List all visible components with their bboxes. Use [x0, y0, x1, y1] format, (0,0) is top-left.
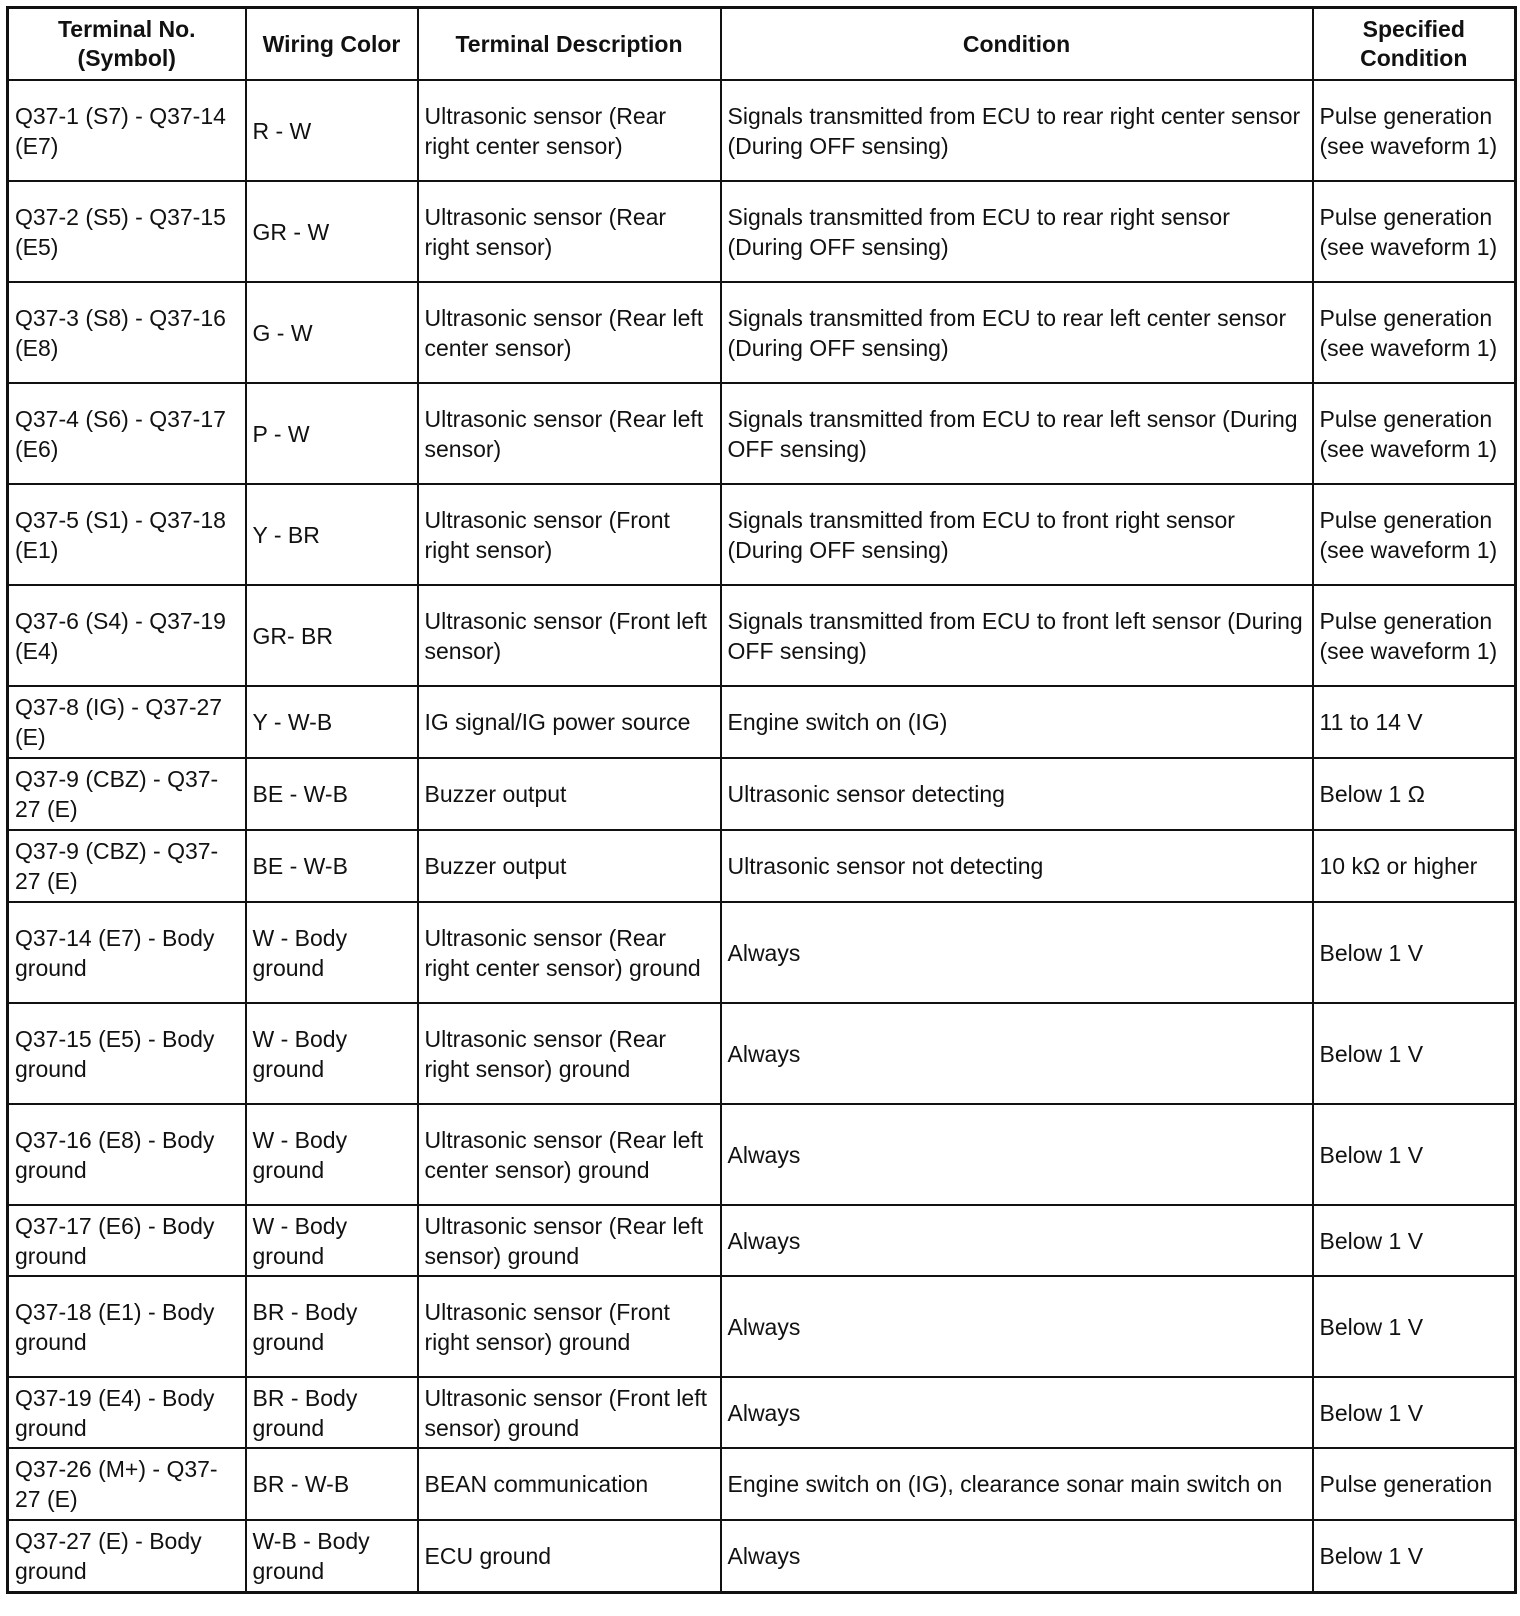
cell-condition: Always: [721, 902, 1313, 1003]
cell-wiring-color: Y - W-B: [246, 686, 418, 758]
cell-specified: 10 kΩ or higher: [1313, 830, 1516, 902]
cell-description: ECU ground: [418, 1520, 721, 1593]
header-condition: Condition: [721, 8, 1313, 81]
table-row: [8, 1205, 1516, 1276]
cell-condition: Always: [721, 1276, 1313, 1377]
cell-specified: Pulse generation (see waveform 1): [1313, 282, 1516, 383]
cell-condition: Engine switch on (IG), clearance sonar main switch on: [721, 1448, 1313, 1520]
cell-description: Ultrasonic sensor (Front left sensor) ground: [418, 1377, 721, 1448]
header-terminal-description: Terminal Description: [418, 8, 721, 81]
cell-specified: Pulse generation (see waveform 1): [1313, 585, 1516, 686]
cell-specified: Below 1 V: [1313, 1205, 1516, 1276]
cell-wiring-color: GR - W: [246, 181, 418, 282]
cell-terminal: Q37-16 (E8) - Body ground: [8, 1104, 246, 1205]
cell-terminal: Q37-18 (E1) - Body ground: [8, 1276, 246, 1377]
table-row: [8, 758, 1516, 830]
cell-specified: Below 1 V: [1313, 1003, 1516, 1104]
cell-specified: Below 1 V: [1313, 1276, 1516, 1377]
terminal-table: [6, 6, 1517, 1594]
cell-condition: Always: [721, 1003, 1313, 1104]
table-row: [8, 181, 1516, 282]
cell-wiring-color: W - Body ground: [246, 1003, 418, 1104]
cell-specified: Pulse generation: [1313, 1448, 1516, 1520]
cell-description: Buzzer output: [418, 830, 721, 902]
cell-terminal: Q37-6 (S4) - Q37-19 (E4): [8, 585, 246, 686]
cell-description: Ultrasonic sensor (Rear right center sensor): [418, 80, 721, 181]
cell-terminal: Q37-9 (CBZ) - Q37-27 (E): [8, 830, 246, 902]
cell-description: Buzzer output: [418, 758, 721, 830]
cell-terminal: Q37-2 (S5) - Q37-15 (E5): [8, 181, 246, 282]
cell-wiring-color: BE - W-B: [246, 830, 418, 902]
cell-wiring-color: R - W: [246, 80, 418, 181]
cell-terminal: Q37-5 (S1) - Q37-18 (E1): [8, 484, 246, 585]
cell-wiring-color: BE - W-B: [246, 758, 418, 830]
cell-condition: Ultrasonic sensor detecting: [721, 758, 1313, 830]
cell-terminal: Q37-26 (M+) - Q37-27 (E): [8, 1448, 246, 1520]
table-row: [8, 1104, 1516, 1205]
table-row: [8, 1520, 1516, 1593]
cell-condition: Signals transmitted from ECU to rear right sensor (During OFF sensing): [721, 181, 1313, 282]
table-row: [8, 1377, 1516, 1448]
cell-description: Ultrasonic sensor (Front right sensor): [418, 484, 721, 585]
table-row: [8, 1448, 1516, 1520]
cell-terminal: Q37-14 (E7) - Body ground: [8, 902, 246, 1003]
cell-wiring-color: G - W: [246, 282, 418, 383]
cell-condition: Signals transmitted from ECU to rear left sensor (During OFF sensing): [721, 383, 1313, 484]
cell-specified: Pulse generation (see waveform 1): [1313, 484, 1516, 585]
cell-wiring-color: GR- BR: [246, 585, 418, 686]
cell-description: Ultrasonic sensor (Rear left sensor) ground: [418, 1205, 721, 1276]
cell-description: BEAN communication: [418, 1448, 721, 1520]
cell-wiring-color: W - Body ground: [246, 1205, 418, 1276]
cell-wiring-color: W-B - Body ground: [246, 1520, 418, 1593]
table-row: [8, 282, 1516, 383]
cell-terminal: Q37-3 (S8) - Q37-16 (E8): [8, 282, 246, 383]
cell-condition: Signals transmitted from ECU to front right sensor (During OFF sensing): [721, 484, 1313, 585]
cell-condition: Signals transmitted from ECU to front left sensor (During OFF sensing): [721, 585, 1313, 686]
cell-terminal: Q37-17 (E6) - Body ground: [8, 1205, 246, 1276]
header-specified-condition: Specified Condition: [1313, 8, 1516, 81]
cell-description: Ultrasonic sensor (Rear left center sensor) ground: [418, 1104, 721, 1205]
cell-terminal: Q37-4 (S6) - Q37-17 (E6): [8, 383, 246, 484]
cell-terminal: Q37-9 (CBZ) - Q37-27 (E): [8, 758, 246, 830]
cell-specified: Below 1 V: [1313, 1104, 1516, 1205]
header-row: [8, 8, 1516, 81]
table-row: [8, 383, 1516, 484]
cell-wiring-color: BR - Body ground: [246, 1276, 418, 1377]
cell-condition: Signals transmitted from ECU to rear right center sensor (During OFF sensing): [721, 80, 1313, 181]
table-row: [8, 1276, 1516, 1377]
cell-wiring-color: W - Body ground: [246, 902, 418, 1003]
cell-wiring-color: BR - Body ground: [246, 1377, 418, 1448]
table-row: [8, 80, 1516, 181]
cell-description: Ultrasonic sensor (Rear left center sensor): [418, 282, 721, 383]
table-row: [8, 585, 1516, 686]
cell-terminal: Q37-27 (E) - Body ground: [8, 1520, 246, 1593]
cell-specified: Pulse generation (see waveform 1): [1313, 80, 1516, 181]
cell-wiring-color: BR - W-B: [246, 1448, 418, 1520]
cell-specified: Pulse generation (see waveform 1): [1313, 383, 1516, 484]
table-row: [8, 1003, 1516, 1104]
header-wiring-color: Wiring Color: [246, 8, 418, 81]
table-row: [8, 830, 1516, 902]
cell-terminal: Q37-15 (E5) - Body ground: [8, 1003, 246, 1104]
cell-description: Ultrasonic sensor (Rear right center sensor) ground: [418, 902, 721, 1003]
cell-specified: 11 to 14 V: [1313, 686, 1516, 758]
cell-terminal: Q37-19 (E4) - Body ground: [8, 1377, 246, 1448]
cell-description: IG signal/IG power source: [418, 686, 721, 758]
cell-specified: Below 1 V: [1313, 1377, 1516, 1448]
cell-description: Ultrasonic sensor (Front left sensor): [418, 585, 721, 686]
cell-description: Ultrasonic sensor (Rear left sensor): [418, 383, 721, 484]
cell-condition: Always: [721, 1520, 1313, 1593]
cell-condition: Ultrasonic sensor not detecting: [721, 830, 1313, 902]
table-row: [8, 484, 1516, 585]
cell-description: Ultrasonic sensor (Rear right sensor): [418, 181, 721, 282]
cell-specified: Below 1 V: [1313, 902, 1516, 1003]
header-terminal: Terminal No. (Symbol): [8, 8, 246, 81]
cell-wiring-color: W - Body ground: [246, 1104, 418, 1205]
cell-condition: Always: [721, 1205, 1313, 1276]
cell-condition: Signals transmitted from ECU to rear left center sensor (During OFF sensing): [721, 282, 1313, 383]
cell-description: Ultrasonic sensor (Rear right sensor) ground: [418, 1003, 721, 1104]
cell-terminal: Q37-1 (S7) - Q37-14 (E7): [8, 80, 246, 181]
cell-terminal: Q37-8 (IG) - Q37-27 (E): [8, 686, 246, 758]
cell-specified: Below 1 Ω: [1313, 758, 1516, 830]
cell-description: Ultrasonic sensor (Front right sensor) ground: [418, 1276, 721, 1377]
cell-specified: Pulse generation (see waveform 1): [1313, 181, 1516, 282]
cell-wiring-color: Y - BR: [246, 484, 418, 585]
cell-condition: Always: [721, 1377, 1313, 1448]
table-row: [8, 902, 1516, 1003]
cell-condition: Engine switch on (IG): [721, 686, 1313, 758]
table-row: [8, 686, 1516, 758]
cell-specified: Below 1 V: [1313, 1520, 1516, 1593]
cell-condition: Always: [721, 1104, 1313, 1205]
cell-wiring-color: P - W: [246, 383, 418, 484]
